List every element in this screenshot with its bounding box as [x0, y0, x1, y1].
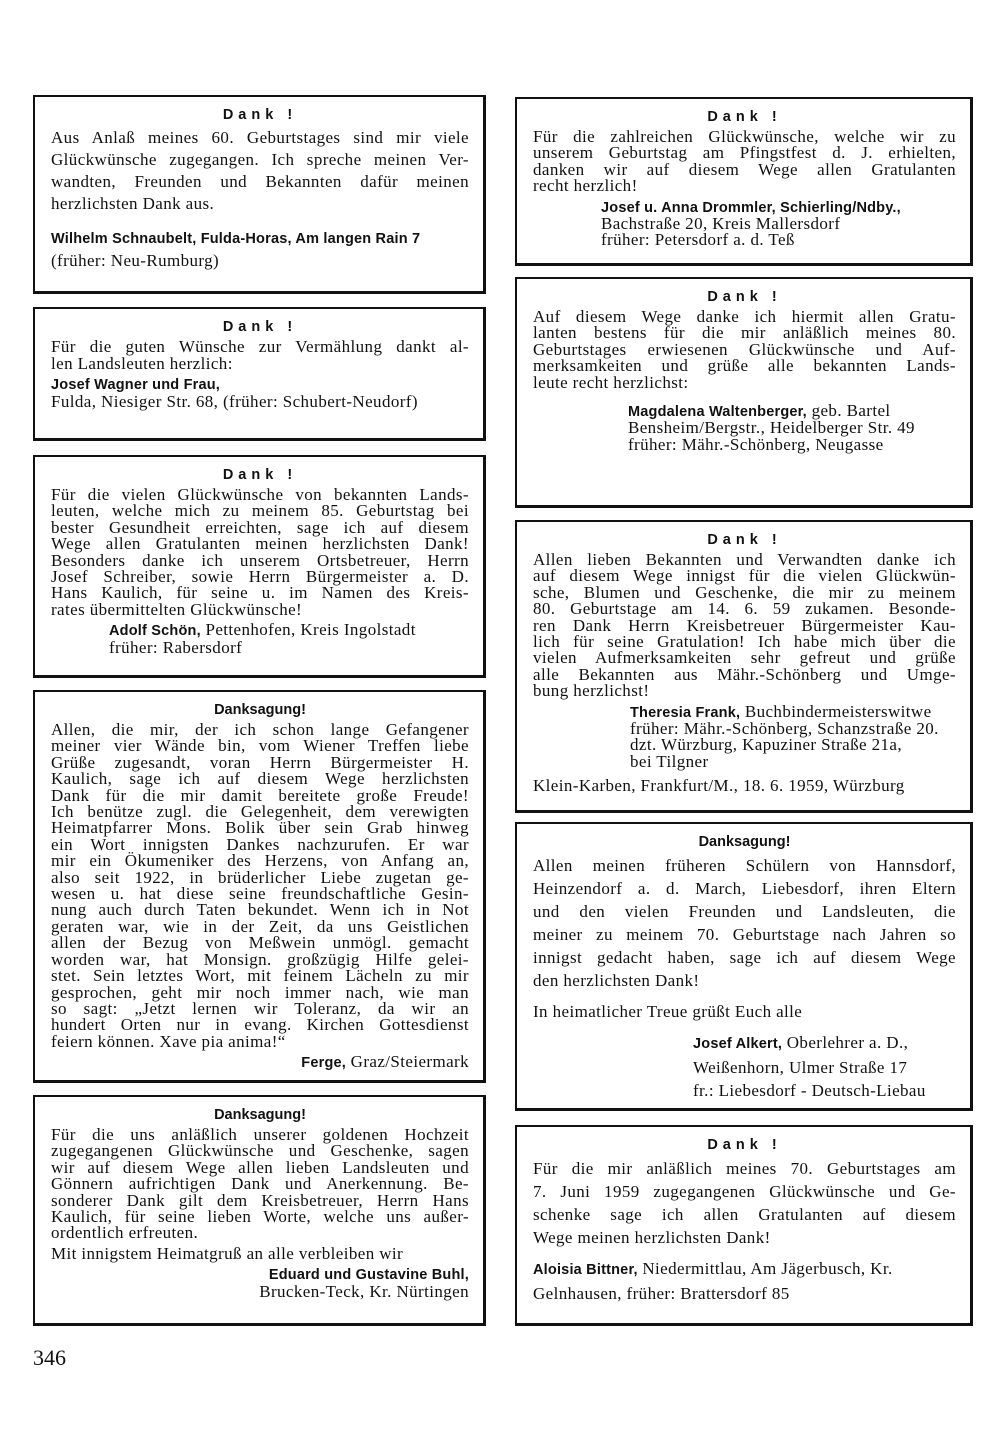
signature-block — [51, 376, 469, 410]
text-line: bester Gesundheit erreichten, sage ich auf diesem — [51, 517, 469, 537]
signature-text: Bachstraße 20, Kreis Mallersdorf — [601, 214, 841, 234]
text-line: ordentlich erfreuten. — [51, 1223, 199, 1243]
text-line: len Landsleuten herzlich: — [51, 353, 233, 373]
signature-name: Eduard und Gustavine Buhl, — [268, 1267, 469, 1284]
text-line: unserem Geburtstag am Pfingstfest d. J. erhielten, — [533, 143, 956, 163]
text-line: rates übermittelten Glückwünsche! — [51, 599, 303, 619]
notice-paragraph — [533, 854, 956, 992]
signature-name: Adolf Schön, — [109, 623, 201, 640]
notice-box — [33, 95, 486, 294]
signature-name: Magdalena Waltenberger, — [628, 404, 807, 421]
signature-text: Bensheim/Bergstr., Heidelberger Str. 49 — [628, 418, 915, 438]
text-line: herzlichsten Dank aus. — [51, 194, 215, 213]
notice-title: Danksagung! — [698, 834, 791, 850]
text-line: Allen meinen früheren Schülern von Hannsdorf, — [533, 856, 956, 875]
notice-title: Danksagung! — [214, 1107, 306, 1123]
text-line: und den vielen Freunden und Landsleuten, die — [533, 902, 956, 921]
notice-title: Dank ! — [707, 109, 782, 125]
notice-title: Dank ! — [222, 107, 298, 123]
text-line: mir ein Ökumeniker des Herzens, von Anfang an, — [51, 851, 469, 871]
notice-footer: Klein-Karben, Frankfurt/M., 18. 6. 1959, Würzburg — [533, 776, 905, 796]
text-line: meiner vier Wände bin, vom Wiener Treffen liebe — [51, 736, 469, 756]
text-line: lanten bestens für die mir anläßlich meines 80. — [533, 323, 956, 343]
text-line: Josef Schreiber, sowie Herrn Bürgermeister a. D. — [51, 567, 469, 587]
text-line: Allen lieben Bekannten und Verwandten danke ich — [533, 550, 956, 569]
text-line: In heimatlicher Treue grüßt Euch alle — [533, 1002, 803, 1021]
signature-block — [630, 701, 956, 771]
notice-paragraph — [533, 552, 956, 700]
signature-text: früher: Mähr.-Schönberg, Schanzstraße 20. — [630, 719, 939, 739]
text-line: geraten war, wie in der Zeit, da uns Geistlichen — [51, 916, 469, 936]
notice-title: Dank ! — [222, 467, 298, 483]
notice-box — [515, 520, 973, 813]
text-line: bung herzlichst! — [533, 681, 650, 701]
text-line: wir auf diesem Wege allen lieben Landsleuten und — [51, 1157, 469, 1177]
signature-line — [51, 250, 469, 272]
signature-text: dzt. Würzburg, Kapuziner Straße 21a, — [630, 735, 902, 755]
signature-text: Graz/Steiermark — [346, 1052, 469, 1072]
signature-text: Weißenhorn, Ulmer Straße 17 — [693, 1058, 908, 1077]
signature-name: Josef Alkert, — [693, 1036, 783, 1052]
text-line: feiern können. Xave pia anima!“ — [51, 1031, 286, 1051]
signature-block — [628, 403, 956, 453]
signature-text: früher: Rabersdorf — [109, 637, 243, 657]
notice-paragraph — [51, 1243, 469, 1263]
notice-title: Danksagung! — [214, 702, 306, 718]
signature-line — [693, 1079, 956, 1102]
notice-box — [33, 455, 486, 678]
text-line: worden war, hat Monsign. großzügig Hilfe gelei- — [51, 949, 469, 969]
signature-text: Niedermittlau, Am Jägerbusch, Kr. — [637, 1259, 893, 1278]
signature-block — [51, 1054, 469, 1071]
text-line: sonderer Dank gilt dem Kreisbetreuer, Herrn Hans — [51, 1190, 469, 1210]
signature-text: (früher: Neu-Rumburg) — [51, 251, 220, 270]
text-line: Auf diesem Wege danke ich hiermit allen Gratu- — [533, 307, 956, 326]
signature-text: Oberlehrer a. D., — [782, 1033, 909, 1052]
signature-text: Buchbindermeisterswitwe — [740, 701, 932, 721]
signature-name: Wilhelm Schnaubelt, Fulda-Horas, Am langen Rain 7 — [51, 231, 421, 247]
text-line: Für die guten Wünsche zur Vermählung dankt al- — [51, 337, 469, 356]
notice-paragraph — [533, 1000, 956, 1023]
signature-block — [51, 227, 469, 272]
text-line: lich für seine Gratulation! Ich habe mich über die — [533, 632, 956, 652]
notice-title: Dank ! — [707, 1137, 782, 1153]
text-line: Hans Kaulich, für seine u. im Namen des Kreis- — [51, 583, 469, 603]
notice-paragraph — [533, 1157, 956, 1249]
text-line: zugegangenen Glückwünsche und Geschenke, sagen — [51, 1141, 469, 1161]
notice-title: Dank ! — [707, 289, 782, 305]
signature-name: Josef u. Anna Drommler, Schierling/Ndby., — [601, 199, 901, 216]
notice-paragraph — [51, 722, 469, 1050]
text-line: Für die vielen Glückwünsche von bekannten Lands- — [51, 485, 469, 504]
text-line: danken wir auf diesem Wege allen Gratulanten — [533, 159, 956, 179]
page-number: 346 — [33, 1345, 66, 1370]
text-line: Heinzendorf a. d. March, Liebesdorf, ihren Eltern — [533, 879, 956, 898]
notice-box — [33, 690, 486, 1083]
signature-name: Josef Wagner und Frau, — [51, 377, 221, 393]
signature-text: Fulda, Niesiger Str. 68, (früher: Schubert-Neudorf) — [51, 391, 418, 411]
text-line: stet. Sein letztes Wort, mit feinem Lächeln zu mir — [51, 966, 469, 986]
signature-block — [109, 622, 469, 656]
notice-paragraph — [533, 129, 956, 195]
text-line: Glückwünsche zugegangen. Ich spreche meinen Ver- — [51, 150, 469, 169]
text-line: alle Bekannten aus Mähr.-Schönberg und Umge- — [533, 664, 956, 684]
text-line: Für die uns anläßlich unserer goldenen Hochzeit — [51, 1125, 469, 1144]
text-line: Für die mir anläßlich meines 70. Geburtstages am — [533, 1159, 956, 1178]
text-line: wesen u. hat diese seine freundschaftliche Gesin- — [51, 884, 469, 904]
notice-box — [515, 1125, 973, 1326]
text-line: Besonders danke ich unserem Ortsbetreuer, Herrn — [51, 550, 469, 570]
signature-line — [533, 1257, 956, 1282]
text-line: Gönnern aufrichtigen Dank und Anerkennung. Be- — [51, 1174, 469, 1194]
notice-box — [515, 822, 973, 1111]
notice-box — [515, 277, 973, 508]
signature-line — [601, 232, 956, 248]
signature-text: Brucken-Teck, Kr. Nürtingen — [259, 1281, 469, 1301]
signature-line — [51, 1054, 469, 1071]
text-line: vielen Aufmerksamkeiten sehr gefreut und grüße — [533, 648, 956, 668]
text-line: leute recht herzlichst: — [533, 372, 689, 392]
text-line: den herzlichsten Dank! — [533, 971, 700, 990]
signature-line — [51, 1281, 469, 1301]
text-line: Kaulich, sage ich auf diesem Wege herzlichsten — [51, 769, 469, 789]
text-line: Ich benütze zugl. die Gelegenheit, dem verewigten — [51, 802, 469, 822]
signature-text: Gelnhausen, früher: Brattersdorf 85 — [533, 1284, 790, 1303]
text-line: Aus Anlaß meines 60. Geburtstages sind mir viele — [51, 128, 469, 147]
text-line: Dank für die mir damit bereitete große Freude! — [51, 785, 469, 805]
signature-name: Theresia Frank, — [630, 704, 741, 721]
signature-text: fr.: Liebesdorf - Deutsch-Liebau — [693, 1081, 926, 1100]
text-line: so sagt: „Jetzt lernen wir Toleranz, da wir an — [51, 998, 469, 1018]
text-line: recht herzlich! — [533, 176, 638, 196]
signature-text: früher: Petersdorf a. d. Teß — [601, 230, 795, 250]
text-line: Wege meinen herzlichsten Dank! — [533, 1228, 771, 1247]
signature-line — [109, 637, 469, 657]
text-line: 7. Juni 1959 zugegangenen Glückwünsche und Ge- — [533, 1182, 956, 1201]
notice-paragraph — [51, 339, 469, 372]
signature-line — [628, 434, 956, 454]
text-line: Geburtstages erwiesenen Glückwünsche und Auf- — [533, 339, 956, 359]
signature-line — [51, 391, 469, 411]
signature-text: bei Tilgner — [630, 751, 709, 771]
text-line: innigst gedacht haben, sage ich auf diesem Wege — [533, 948, 956, 967]
text-line: Kaulich, für seine lieben Worte, welche uns außer- — [51, 1207, 469, 1227]
signature-line — [630, 751, 956, 771]
signature-block — [533, 1257, 956, 1305]
signature-line — [51, 227, 469, 250]
signature-name: Ferge, — [301, 1055, 347, 1072]
notice-paragraph — [51, 487, 469, 618]
text-line: Allen, die mir, der ich schon lange Gefangener — [51, 720, 469, 739]
text-line: ren Dank Herrn Kreisbetreuer Bürgermeister Kau- — [533, 615, 956, 635]
notice-paragraph — [51, 1127, 469, 1242]
signature-line — [693, 1031, 956, 1056]
text-line: Heimatpfarrer Mons. Bolik über sein Grab hinweg — [51, 818, 469, 838]
text-line: allen der Bezug von Meßwein unmögl. gemacht — [51, 933, 469, 953]
notice-box — [33, 307, 486, 441]
text-line: ein Wort innigsten Dankes nachzurufen. Er war — [51, 834, 469, 854]
text-line: Für die zahlreichen Glückwünsche, welche wir zu — [533, 127, 956, 146]
text-line: 80. Geburtstage am 14. 6. 59 zukamen. Besonde- — [533, 599, 956, 619]
text-line: meiner zu meinem 70. Geburtstage nach Jahren so — [533, 925, 956, 944]
notice-title: Dank ! — [707, 532, 782, 548]
text-line: wandten, Freunden und Bekannten dafür meinen — [51, 172, 469, 191]
text-line: Mit innigstem Heimatgruß an alle verbleiben wir — [51, 1243, 404, 1263]
text-line: auf diesem Wege innigst für die vielen Glückwün- — [533, 566, 956, 586]
notice-box — [515, 97, 973, 266]
text-line: also seit 1922, in brüderlicher Liebe zugetan ge- — [51, 867, 469, 887]
text-line: Grüße zugesandt, voran Herrn Bürgermeister H. — [51, 752, 469, 772]
signature-text: geb. Bartel — [806, 401, 891, 421]
notice-paragraph — [51, 127, 469, 215]
text-line: nung auch durch Taten bekundet. Wenn ich in Not — [51, 900, 469, 920]
signature-line — [693, 1056, 956, 1079]
notice-box — [33, 1095, 486, 1326]
signature-block — [693, 1031, 956, 1102]
signature-name: Aloisia Bittner, — [533, 1262, 638, 1278]
text-line: sche, Blumen und Geschenke, die mir zu meinem — [533, 582, 956, 602]
text-line: Wege allen Gratulanten meinen herzlichsten Dank! — [51, 534, 469, 554]
signature-text: früher: Mähr.-Schönberg, Neugasse — [628, 434, 884, 454]
text-line: gesprochen, geht mir noch immer nach, wie man — [51, 982, 469, 1002]
text-line: hundert Orten nur in evang. Kirchen Gottesdienst — [51, 1015, 469, 1035]
text-line: leuten, welche mich zu meinem 85. Geburtstag bei — [51, 501, 469, 521]
notice-title: Dank ! — [222, 319, 298, 335]
signature-block — [51, 1266, 469, 1300]
signature-text: Pettenhofen, Kreis Ingolstadt — [200, 620, 416, 640]
text-line: merksamkeiten und grüße alle bekannten Lands- — [533, 356, 956, 376]
notice-paragraph — [533, 309, 956, 391]
signature-block — [601, 199, 956, 249]
text-line: schenke sage ich allen Gratulanten auf diesem — [533, 1205, 956, 1224]
signature-line — [533, 1282, 956, 1305]
